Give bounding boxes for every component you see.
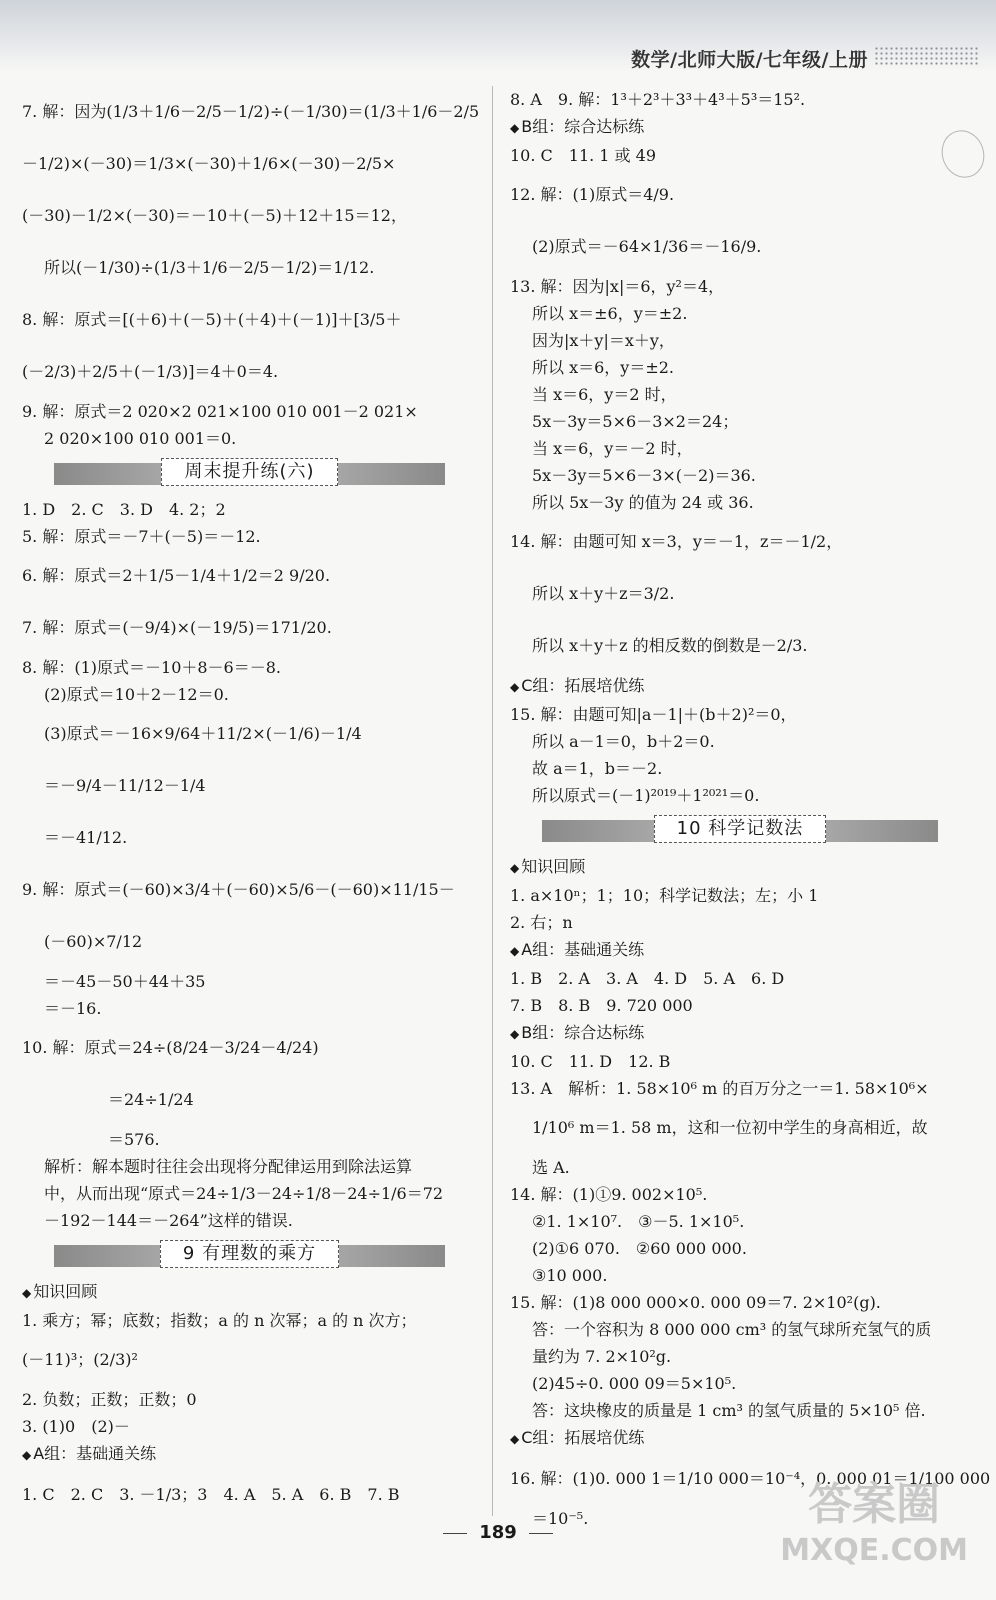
answer-line: 7. B 8. B 9. 720 000	[510, 996, 693, 1015]
answer-line: 10. 解：原式＝24÷(8/24－3/24－4/24)	[22, 1038, 319, 1057]
answer-line: 所以 x＝6，y＝±2.	[532, 358, 675, 377]
answer-line: 当 x＝6，y＝－2 时，	[532, 439, 693, 458]
subsection-heading: ◆ A组：基础通关练	[510, 936, 970, 965]
page-number-dash	[529, 1533, 553, 1534]
section-banner	[22, 1239, 477, 1269]
section-banner	[22, 457, 477, 487]
answer-line: 所以 a－1＝0，b＋2＝0.	[532, 732, 715, 751]
answer-line: 1. 乘方；幂；底数；指数；a 的 n 次幂；a 的 n 次方；	[22, 1311, 417, 1330]
site-watermark	[780, 1479, 968, 1574]
column-divider	[492, 86, 493, 1516]
section-banner	[510, 814, 970, 844]
analysis-line: 中，从而出现“原式＝24÷1/3－24÷1/8－24÷1/6＝72	[44, 1184, 444, 1203]
subsection-heading: ◆ A组：基础通关练	[22, 1440, 477, 1469]
answer-line: 13. 解：因为|x|＝6，y²＝4，	[510, 277, 725, 296]
answer-line: 答：一个容积为 8 000 000 cm³ 的氢气球所充氢气的质	[532, 1320, 932, 1339]
right-column	[510, 86, 991, 1532]
answer-line: 3. (1)0 (2)－	[22, 1417, 130, 1436]
answer-line: 15. 解：由题可知|a－1|＋(b＋2)²＝0，	[510, 705, 797, 724]
watermark-logo: 答案圈	[808, 1479, 941, 1530]
answer-line: 选 A.	[532, 1158, 570, 1177]
left-column	[22, 86, 480, 1521]
answer-line: 所以 x＋y＋z 的相反数的倒数是－2/3.	[532, 636, 808, 655]
answer-line: ③10 000.	[532, 1266, 608, 1285]
subsection-heading: ◆ 知识回顾	[22, 1278, 477, 1307]
answer-line: －1/2)×(－30)＝1/3×(－30)＋1/6×(－30)－2/5×	[22, 154, 396, 173]
answer-line: 所以 x＋y＋z＝3/2.	[532, 584, 675, 603]
answer-line: ＝576.	[108, 1130, 160, 1149]
answer-line: 1. C 2. C 3. －1/3；3 4. A 5. A 6. B 7. B	[22, 1485, 400, 1504]
answer-line: 故 a＝1，b＝－2.	[532, 759, 663, 778]
answer-line: 9. 解：原式＝(－60)×3/4＋(－60)×5/6－(－60)×11/15－	[22, 880, 455, 899]
book-title: 数学/北师大版/七年级/上册	[631, 49, 868, 71]
answer-line: ＝－41/12.	[44, 828, 128, 847]
answer-line: ②1. 1×10⁷. ③－5. 1×10⁵.	[532, 1212, 745, 1231]
answer-line: 8. 解：原式＝[(＋6)＋(－5)＋(＋4)＋(－1)]＋[3/5＋	[22, 310, 402, 329]
answer-line: 5x－3y＝5×6－3×(－2)＝36.	[532, 466, 756, 485]
page-number-text: 189	[479, 1522, 517, 1543]
section-title: 10 科学记数法	[654, 815, 827, 843]
answer-line: 9. 解：原式＝2 020×2 021×100 010 001－2 021×	[22, 402, 418, 421]
answer-line: 8. 解：(1)原式＝－10＋8－6＝－8.	[22, 658, 282, 677]
answer-line: (2)原式＝－64×1/36＝－16/9.	[532, 237, 762, 256]
answer-line: 1/10⁶ m＝1. 58 m，这和一位初中学生的身高相近，故	[532, 1118, 928, 1137]
answer-line: 12. 解：(1)原式＝4/9.	[510, 185, 675, 204]
answer-line: 1. B 2. A 3. A 4. D 5. A 6. D	[510, 969, 785, 988]
answer-line: 所以 5x－3y 的值为 24 或 36.	[532, 493, 754, 512]
answer-line: 15. 解：(1)8 000 000×0. 000 09＝7. 2×10²(g).	[510, 1293, 881, 1312]
answer-line: 13. A 解析：1. 58×10⁶ m 的百万分之一＝1. 58×10⁶×	[510, 1079, 929, 1098]
answer-line: 2 020×100 010 001＝0.	[44, 429, 237, 448]
answer-line: 6. 解：原式＝2＋1/5－1/4＋1/2＝2 9/20.	[22, 566, 331, 585]
answer-line: (－2/3)＋2/5＋(－1/3)]＝4＋0＝4.	[22, 362, 279, 381]
answer-line: (3)原式＝－16×9/64＋11/2×(－1/6)－1/4	[44, 724, 362, 743]
analysis-line: 解析：解本题时往往会出现将分配律运用到除法运算	[44, 1157, 413, 1176]
answer-line: (－11)³；(2/3)²	[22, 1350, 138, 1369]
answer-line: 14. 解：由题可知 x＝3，y＝－1，z＝－1/2，	[510, 532, 843, 551]
answer-line: ＝－16.	[44, 999, 102, 1018]
answer-line: 所以 x＝±6，y＝±2.	[532, 304, 688, 323]
answer-line: 因为|x＋y|＝x＋y，	[532, 331, 675, 350]
answer-line: (2)原式＝10＋2－12＝0.	[44, 685, 229, 704]
answer-line: ＝－45－50＋44＋35	[44, 972, 206, 991]
answer-line: 8. A 9. 解：1³＋2³＋3³＋4³＋5³＝15².	[510, 90, 806, 109]
answer-line: (－30)－1/2×(－30)＝－10＋(－5)＋12＋15＝12，	[22, 206, 407, 225]
analysis-line: －192－144＝－264”这样的错误.	[44, 1211, 293, 1230]
answer-line: ＝10⁻⁵.	[532, 1509, 589, 1528]
answer-line: 当 x＝6，y＝2 时，	[532, 385, 677, 404]
section-title: 9 有理数的乘方	[160, 1240, 339, 1268]
answer-line: 1. a×10ⁿ；1；10；科学记数法；左；小 1	[510, 886, 819, 905]
subsection-heading: ◆ B组：综合达标练	[510, 1019, 970, 1048]
answer-line: 1. D 2. C 3. D 4. 2；2	[22, 500, 226, 519]
subsection-heading: ◆ 知识回顾	[510, 853, 970, 882]
answer-line: 7. 解：原式＝(－9/4)×(－19/5)＝171/20.	[22, 618, 332, 637]
subsection-heading: ◆ B组：综合达标练	[510, 113, 970, 142]
answer-line: 16. 解：(1)0. 000 1＝1/10 000＝10⁻⁴，0. 000 01＝1/100 000	[510, 1469, 991, 1488]
answer-line: 10. C 11. 1 或 49	[510, 146, 657, 165]
answer-line: 5. 解：原式＝－7＋(－5)＝－12.	[22, 527, 261, 546]
answer-line: 量约为 7. 2×10²g.	[532, 1347, 672, 1366]
section-title: 周末提升练(六)	[161, 458, 337, 486]
answer-line: 所以原式＝(－1)²⁰¹⁹＋1²⁰²¹＝0.	[532, 786, 760, 805]
answer-line: 5x－3y＝5×6－3×2＝24；	[532, 412, 739, 431]
answer-line: (2)45÷0. 000 09＝5×10⁵.	[532, 1374, 737, 1393]
header-dot-pattern	[874, 46, 978, 66]
answer-line: 7. 解：因为(1/3＋1/6－2/5－1/2)÷(－1/30)＝(1/3＋1/6－2/5	[22, 102, 480, 121]
watermark-url: MXQE.COM	[780, 1533, 968, 1568]
answer-line: ＝24÷1/24	[108, 1090, 194, 1109]
answer-line: (2)①6 070. ②60 000 000.	[532, 1239, 747, 1258]
subsection-heading: ◆ C组：拓展培优练	[510, 1424, 970, 1453]
subsection-heading: ◆ C组：拓展培优练	[510, 672, 970, 701]
answer-line: 答：这块橡皮的质量是 1 cm³ 的氢气质量的 5×10⁵ 倍.	[532, 1401, 926, 1420]
answer-line: 10. C 11. D 12. B	[510, 1052, 671, 1071]
answer-line: 2. 负数；正数；正数；0	[22, 1390, 197, 1409]
answer-line: 所以(－1/30)÷(1/3＋1/6－2/5－1/2)＝1/12.	[44, 258, 375, 277]
answer-line: (－60)×7/12	[44, 932, 143, 951]
answer-line: ＝－9/4－11/12－1/4	[44, 776, 206, 795]
answer-line: 14. 解：(1)①9. 002×10⁵.	[510, 1185, 708, 1204]
answer-line: 2. 右；n	[510, 913, 573, 932]
page-number-dash	[443, 1533, 467, 1534]
